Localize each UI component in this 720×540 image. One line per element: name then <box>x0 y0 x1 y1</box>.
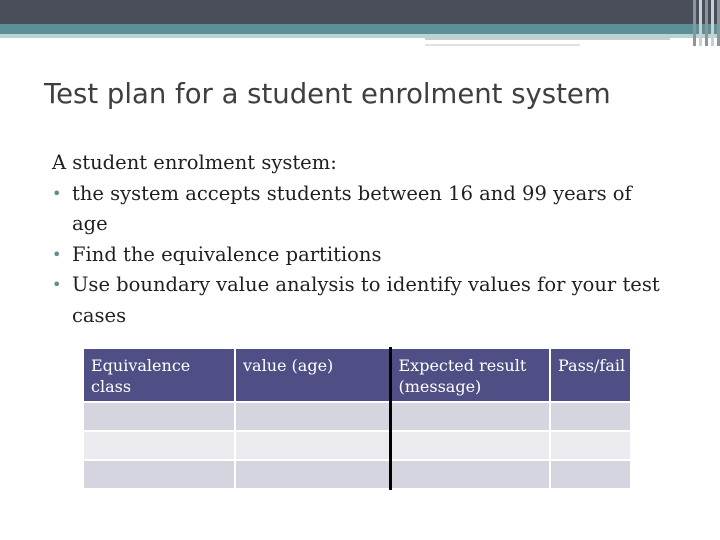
table-row <box>83 431 631 460</box>
bullet-icon: • <box>52 275 62 294</box>
header-pass-fail: Pass/fail <box>550 348 631 402</box>
table-cell <box>235 460 390 489</box>
intro-text: A student enrolment system: <box>52 151 337 174</box>
bullet-text: Find the equivalence partitions <box>72 242 382 266</box>
header-expected-result: Expected result (message) <box>390 348 550 402</box>
table-cell <box>83 460 235 489</box>
table-cell <box>235 402 390 431</box>
bullet-list <box>52 179 672 332</box>
header-equivalence-class: Equivalence class <box>83 348 235 402</box>
top-banner-dark <box>0 0 720 24</box>
header-value-age: value (age) <box>235 348 390 402</box>
top-banner-teal <box>0 24 720 34</box>
bullet-text: Use boundary value analysis to identify values for your test cases <box>72 273 660 327</box>
table-cell <box>83 402 235 431</box>
decorative-line <box>425 44 580 46</box>
bullet-item <box>52 179 672 240</box>
bullet-item <box>52 240 672 271</box>
table-row <box>83 460 631 489</box>
bullet-icon: • <box>52 183 62 203</box>
bullet-icon: • <box>52 244 62 264</box>
slide-title: Test plan for a student enrolment system <box>44 78 611 110</box>
table-cell <box>235 431 390 460</box>
table-cell <box>83 431 235 460</box>
decorative-stripes <box>690 0 720 46</box>
test-plan-table <box>82 347 632 490</box>
table-row <box>83 402 631 431</box>
table-cell <box>390 431 550 460</box>
bullet-item <box>52 270 672 331</box>
decorative-line <box>425 38 670 40</box>
table-cell <box>550 402 631 431</box>
table-cell <box>390 402 550 431</box>
table-cell <box>550 431 631 460</box>
bullet-text: the system accepts students between 16 and 99 years of age <box>72 181 632 235</box>
table-cell <box>550 460 631 489</box>
slide-body <box>52 148 672 331</box>
table-header-row <box>83 348 631 402</box>
table-cell <box>390 460 550 489</box>
